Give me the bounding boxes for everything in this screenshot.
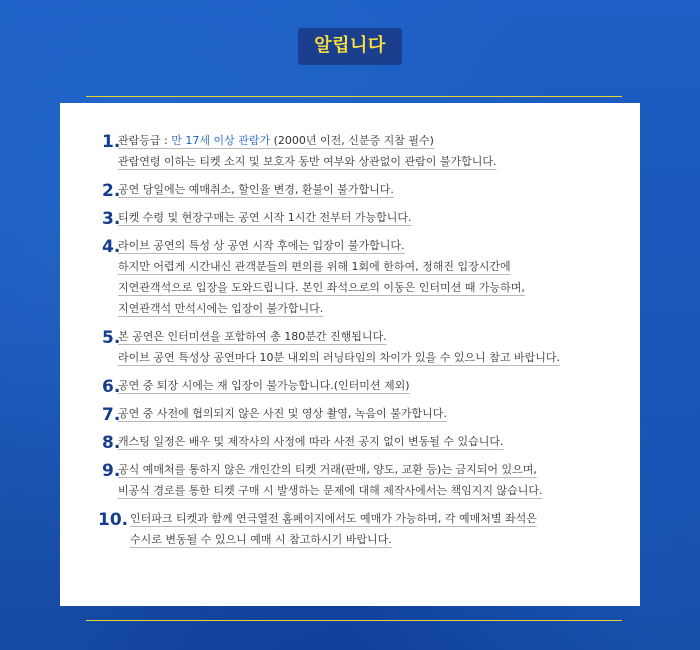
notice-body	[118, 404, 622, 425]
notice-text: 하지만 어렵게 시간내신 관객분들의 편의를 위해 1회에 한하여, 정해진 입장시간에	[118, 260, 511, 273]
notice-number: 5.	[102, 328, 121, 348]
notice-text: 라이브 공연 특성상 공연마다 10분 내외의 러닝타임의 차이가 있을 수 있으니 참고 바랍니다.	[118, 351, 560, 364]
notice-body	[118, 208, 622, 229]
notice-number: 6.	[102, 377, 121, 397]
notice-item	[102, 180, 622, 201]
notice-line	[118, 180, 622, 201]
notice-line	[118, 152, 622, 173]
notice-line	[118, 236, 622, 257]
notice-list	[98, 131, 622, 558]
notice-item	[102, 432, 622, 453]
notice-text: 공연 중 사전에 협의되지 않은 사진 및 영상 촬영, 녹음이 불가합니다.	[118, 407, 447, 420]
notice-number: 2.	[102, 181, 121, 201]
notice-item	[102, 208, 622, 229]
notice-text: 티켓 수령 및 현장구매는 공연 시작 1시간 전부터 가능합니다.	[118, 211, 412, 224]
notice-line	[118, 131, 622, 152]
bottom-divider	[86, 620, 622, 621]
notice-text: 캐스팅 일정은 배우 및 제작사의 사정에 따라 사전 공지 없이 변동될 수 있습니다.	[118, 435, 504, 448]
notice-text-tail: (2000년 이전, 신분증 지참 필수)	[270, 134, 434, 147]
notice-line	[130, 530, 622, 551]
rating-highlight: 만 17세 이상 관람가	[171, 134, 271, 147]
notice-body	[118, 236, 622, 320]
notice-line	[118, 278, 622, 299]
notice-line	[118, 404, 622, 425]
notice-item	[102, 327, 622, 369]
notice-item	[102, 404, 622, 425]
notice-text: 인터파크 티켓과 함께 연극열전 홈페이지에서도 예매가 가능하며, 각 예매처별 좌석은	[130, 512, 537, 525]
notice-body	[118, 180, 622, 201]
notice-text: 지연관객석 만석시에는 입장이 불가합니다.	[118, 302, 324, 315]
notice-line	[118, 208, 622, 229]
notice-number: 9.	[102, 461, 121, 481]
notice-text: 라이브 공연의 특성 상 공연 시작 후에는 입장이 불가합니다.	[118, 239, 405, 252]
notice-number: 10.	[98, 510, 129, 530]
notice-item	[102, 376, 622, 397]
notice-line	[118, 376, 622, 397]
notice-text: 비공식 경로를 통한 티켓 구매 시 발생하는 문제에 대해 제작사에서는 책임지지 않습니다.	[118, 484, 543, 497]
notice-body	[118, 327, 622, 369]
title-wrap	[0, 28, 700, 65]
page-title: 알립니다	[298, 28, 402, 65]
notice-item	[102, 131, 622, 173]
notice-body	[118, 460, 622, 502]
notice-line	[118, 257, 622, 278]
notice-text: 공식 예매처를 통하지 않은 개인간의 티켓 거래(판매, 양도, 교환 등)는 금지되어 있으며,	[118, 463, 537, 476]
notice-line	[118, 327, 622, 348]
notice-number: 8.	[102, 433, 121, 453]
notice-text: 수시로 변동될 수 있으니 예매 시 참고하시기 바랍니다.	[130, 533, 392, 546]
top-divider	[86, 96, 622, 97]
notice-text: 공연 중 퇴장 시에는 재 입장이 불가능합니다.(인터미션 제외)	[118, 379, 410, 392]
notice-text: 관람연령 이하는 티켓 소지 및 보호자 동반 여부와 상관없이 관람이 불가합니다.	[118, 155, 497, 168]
notice-text: 지연관객석으로 입장을 도와드립니다. 본인 좌석으로의 이동은 인터미션 때 가능하며,	[118, 281, 525, 294]
notice-line	[118, 481, 622, 502]
notice-body	[118, 432, 622, 453]
notice-number: 7.	[102, 405, 121, 425]
notice-text: 본 공연은 인터미션을 포함하여 총 180분간 진행됩니다.	[118, 330, 387, 343]
notice-line	[118, 299, 622, 320]
notice-text: 관람등급 :	[118, 134, 172, 147]
notice-panel	[60, 103, 640, 606]
notice-body	[118, 131, 622, 173]
notice-number: 4.	[102, 237, 121, 257]
notice-line	[130, 509, 622, 530]
notice-body	[118, 376, 622, 397]
notice-item	[98, 509, 622, 551]
notice-body	[118, 509, 622, 551]
notice-number: 1.	[102, 132, 121, 152]
notice-line	[118, 348, 622, 369]
notice-item	[102, 236, 622, 320]
notice-item	[102, 460, 622, 502]
notice-text: 공연 당일에는 예매취소, 할인율 변경, 환불이 불가합니다.	[118, 183, 394, 196]
notice-number: 3.	[102, 209, 121, 229]
notice-line	[118, 460, 622, 481]
notice-line	[118, 432, 622, 453]
